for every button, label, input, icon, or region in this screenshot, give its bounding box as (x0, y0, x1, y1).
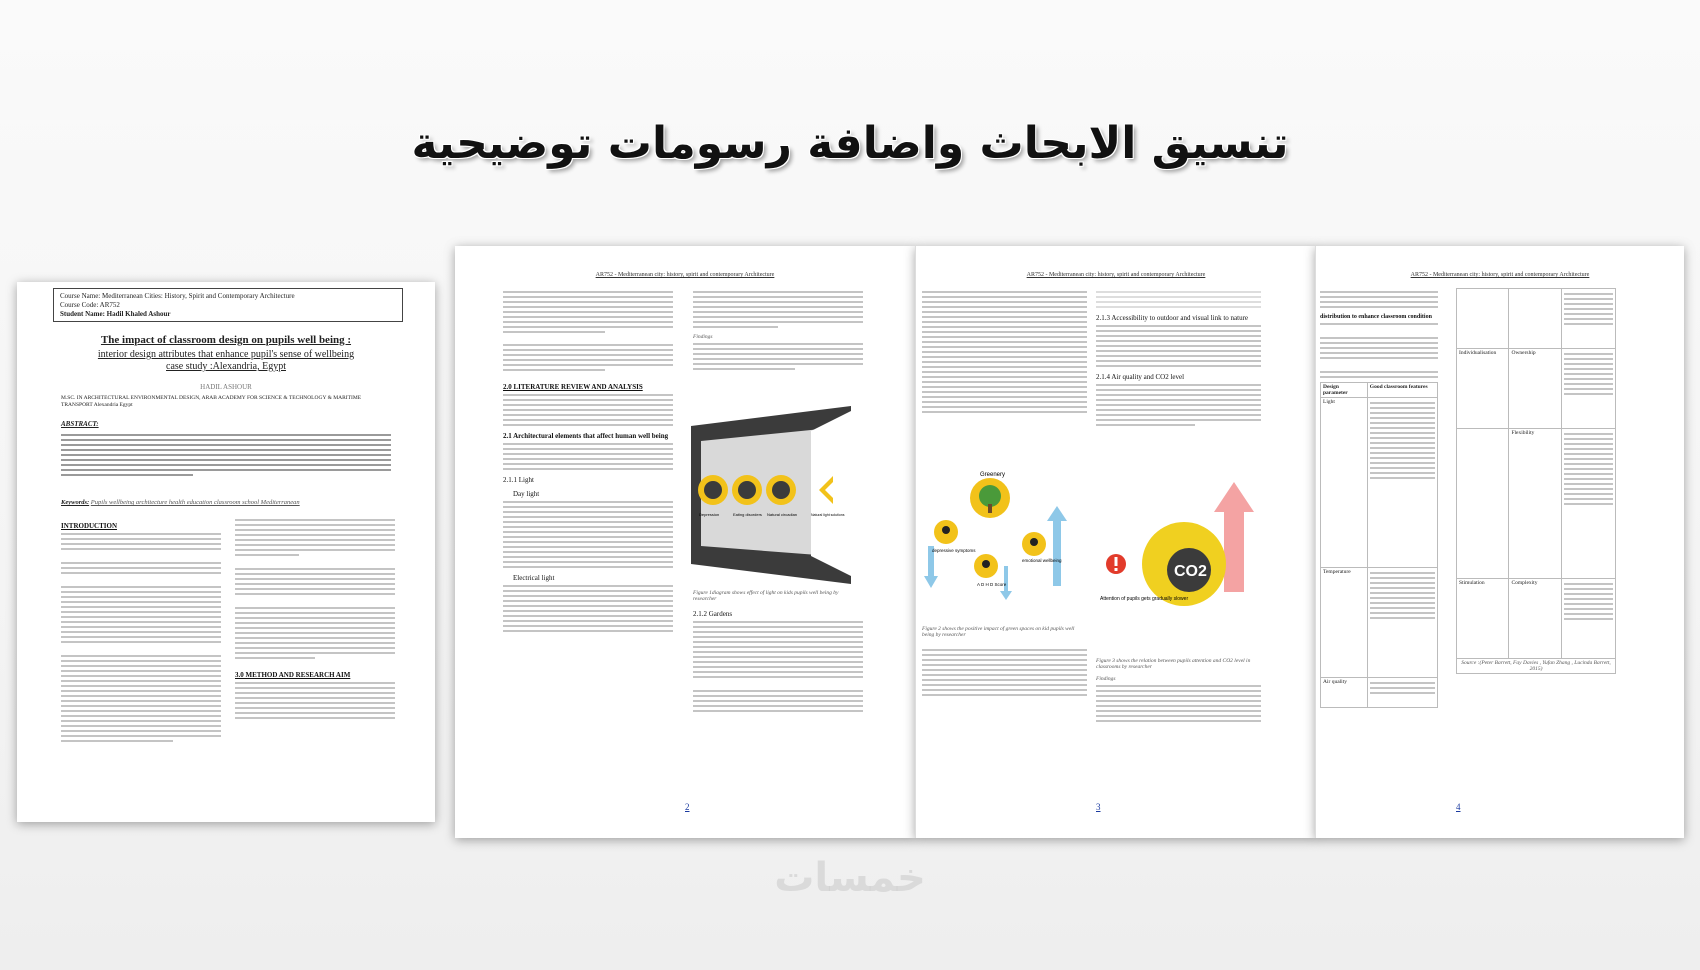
design-parameter-table (1320, 382, 1438, 708)
emotional-label: emotional wellbeing (1022, 558, 1062, 563)
p4-right-column (1456, 288, 1616, 674)
course-name: Course Name: Mediterranean Cities: History, Spirit and Contemporary Architecture (60, 292, 295, 300)
row-temperature: Temperature (1321, 568, 1368, 678)
paper-title: The impact of classroom design on pupils well being : (100, 334, 352, 346)
figure3-caption: Figure 3 shows the relation between pupils attention and CO2 level in classrooms by researcher (1096, 658, 1251, 670)
case-study-line: case study :Alexandria, Egypt (166, 361, 286, 372)
keywords-line (61, 499, 391, 506)
keywords-label: Keywords: (61, 499, 90, 506)
method-heading: 3.0 METHOD AND RESEARCH AIM (235, 671, 351, 679)
page-number-4: 4 (1456, 802, 1461, 812)
section-distribution: distribution to enhance classroom condition (1320, 314, 1432, 320)
attention-alert-icon (1106, 554, 1126, 574)
document-page-3 (915, 246, 1316, 838)
table-head-design-parameter: Design parameter (1321, 383, 1368, 398)
abstract-block (61, 413, 391, 479)
paper-subtitle (37, 349, 415, 373)
attention-label: Attention of pupils gets gradually slower (1100, 596, 1189, 602)
icon-label-circadian: Natural circadian (767, 512, 798, 517)
findings-label: Findings (693, 334, 713, 340)
p1-right-column (235, 516, 395, 722)
p2-left-column (503, 288, 673, 635)
adhd-label: A D H D Score (977, 582, 1007, 587)
p3-right-lower (1096, 658, 1261, 725)
author-name: HADIL ASHOUR (200, 383, 252, 391)
classroom-features-table (1456, 288, 1616, 674)
depression-icon (698, 475, 728, 505)
emotional-child-icon (1022, 532, 1046, 556)
p1-left-column (61, 516, 221, 745)
table-source: Source :(Peter Barrett, Fay Davies , Yufan Zhang , Lucinda Barrett, 2015) (1457, 659, 1616, 674)
icon-label-eating: Eating disorders (733, 512, 762, 517)
page-number-3: 3 (1096, 802, 1101, 812)
table-head-good-features: Good classroom features (1367, 383, 1437, 398)
p3-left-lower (922, 626, 1087, 699)
section-literature-review: 2.0 LITERATURE REVIEW AND ANALYSIS (503, 383, 643, 391)
document-page-2 (455, 246, 915, 838)
section-architectural-elements: 2.1 Architectural elements that affect human well being (503, 432, 669, 440)
row-light: Light (1321, 398, 1368, 568)
subtitle-line: interior design attributes that enhance pupil's sense of wellbeing (97, 349, 355, 360)
eating-disorder-icon (732, 475, 762, 505)
bullet-day-light: Day light (513, 490, 540, 498)
bullet-electrical-light: Electrical light (513, 574, 555, 582)
p3-left-column (922, 288, 1087, 416)
course-code: Course Code: AR752 (60, 301, 120, 309)
greenery-impact-diagram (922, 466, 1072, 616)
figure1-caption: Figure 1diagram shows effect of light on kids pupils well being by researcher (693, 590, 839, 602)
student-name: Student Name: Hadil Khaled Ashour (60, 310, 171, 318)
keywords-text: Pupils wellbeing architecture health education classroom school Mediterranean (90, 499, 300, 506)
row-flexibility: Flexibility (1509, 429, 1561, 579)
circadian-icon (766, 475, 796, 505)
p3-right-column (1096, 288, 1261, 429)
co2-cloud-icon (1142, 522, 1226, 606)
p4-left-column (1320, 288, 1438, 708)
depressive-child-icon (934, 520, 958, 544)
subsection-gardens: 2.1.2 Gardens (693, 610, 733, 618)
row-stimulation: Stimulation (1457, 579, 1509, 659)
icon-label-natural: Natural light solutions (811, 513, 845, 517)
running-header: AR752 - Mediterranean city: history, spirit and contemporary Architecture (1410, 272, 1590, 278)
running-header: AR752 - Mediterranean city: history, spirit and contemporary Architecture (595, 272, 775, 278)
greenery-label: Greenery (980, 472, 1006, 478)
khamsat-watermark: خمسات (774, 855, 926, 901)
abstract-label: ABSTRACT: (61, 420, 99, 428)
document-page-1 (17, 282, 435, 822)
depressive-label: depressive symptoms (932, 548, 976, 553)
course-info-box (53, 288, 403, 322)
p2-right-column (693, 288, 863, 373)
row-air-quality: Air quality (1321, 678, 1368, 708)
figure2-caption: Figure 2 shows the positive impact of green spaces on kid pupils well being by researcher (922, 626, 1075, 638)
banner-title: تنسيق الابحاث واضافة رسومات توضيحية (411, 118, 1289, 169)
p2-right-column-lower (693, 590, 863, 715)
co2-label: CO2 (1174, 563, 1207, 580)
adhd-child-icon (974, 554, 998, 578)
row-complexity: Complexity (1509, 579, 1561, 659)
tree-icon (970, 478, 1010, 518)
row-ownership: Ownership (1509, 349, 1561, 429)
row-individualisation: Individualisation (1457, 349, 1509, 429)
running-header: AR752 - Mediterranean city: history, spirit and contemporary Architecture (1026, 272, 1206, 278)
p3-findings-label: Findings (1096, 676, 1116, 682)
subsection-accessibility: 2.1.3 Accessibility to outdoor and visual link to nature (1096, 314, 1249, 322)
page-number-2: 2 (685, 802, 690, 812)
icon-label-depression: Depression (699, 512, 720, 517)
subsection-air-quality: 2.1.4 Air quality and CO2 level (1096, 373, 1185, 381)
co2-attention-diagram (1094, 472, 1264, 632)
introduction-heading: INTRODUCTION (61, 522, 118, 530)
subsection-light: 2.1.1 Light (503, 476, 534, 484)
author-affiliation: M.SC. IN ARCHITECTURAL ENVIRONMENTAL DESIGN, ARAB ACADEMY FOR SCIENCE & TECHNOLOGY & MARITIME TRANSPORT Alexandria Egypt (61, 395, 362, 408)
light-effect-diagram (691, 406, 851, 584)
document-page-4 (1315, 246, 1684, 838)
